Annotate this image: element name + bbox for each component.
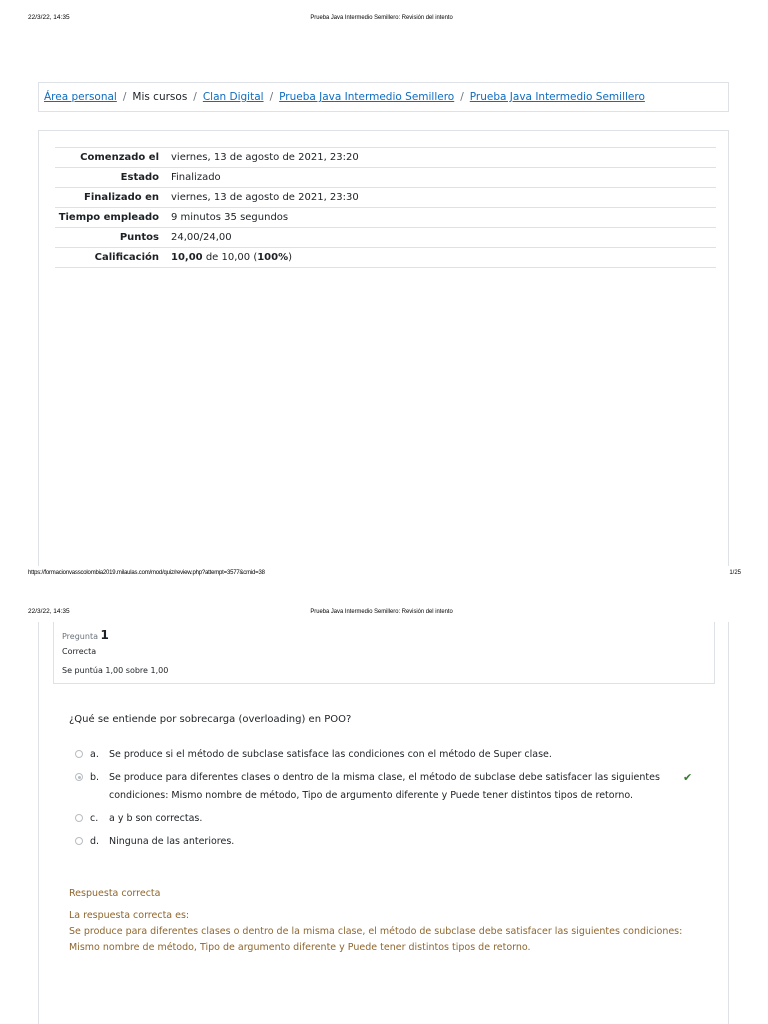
summary-label: Estado	[120, 172, 159, 183]
summary-label: Finalizado en	[84, 192, 159, 203]
radio-button[interactable]	[75, 750, 83, 758]
breadcrumb-separator: /	[193, 91, 197, 103]
answer-option-a	[75, 746, 695, 764]
answer-list	[75, 746, 695, 856]
breadcrumb	[38, 82, 729, 112]
feedback-label: La respuesta correcta es:	[69, 910, 190, 921]
answer-text: Ninguna de las anteriores.	[109, 836, 235, 847]
radio-button[interactable]	[75, 837, 83, 845]
question-grade: Se puntúa 1,00 sobre 1,00	[62, 666, 169, 675]
grade-percent: 100%	[257, 252, 289, 263]
breadcrumb-separator: /	[269, 91, 274, 103]
answer-option-d	[75, 833, 695, 851]
attempt-summary-table	[55, 147, 716, 268]
question-text: ¿Qué se entiende por sobrecarga (overloading) en POO?	[69, 714, 352, 725]
summary-row-state	[55, 168, 716, 188]
question-panel	[38, 622, 729, 1024]
breadcrumb-clan-digital[interactable]: Clan Digital	[202, 91, 264, 103]
summary-value: viernes, 13 de agosto de 2021, 23:30	[171, 192, 359, 203]
breadcrumb-separator: /	[460, 91, 464, 103]
feedback-verdict: Respuesta correcta	[69, 888, 161, 899]
summary-value: 24,00/24,00	[171, 232, 232, 243]
answer-text: Se produce si el método de subclase satisface las condiciones con el método de Super clase.	[109, 749, 552, 760]
grade-of: de 10,00 (	[205, 252, 258, 263]
summary-label: Tiempo empleado	[58, 212, 159, 223]
summary-row-finished	[55, 188, 716, 208]
summary-value: 9 minutos 35 segundos	[171, 212, 289, 223]
question-feedback	[69, 886, 689, 956]
summary-value: viernes, 13 de agosto de 2021, 23:20	[171, 152, 359, 163]
summary-row-grade	[55, 248, 716, 268]
answer-option-b	[75, 769, 695, 805]
print-footer	[0, 570, 768, 580]
question-info	[53, 622, 715, 684]
breadcrumb-quiz[interactable]: Prueba Java Intermedio Semillero	[469, 91, 645, 103]
breadcrumb-separator: /	[122, 91, 127, 103]
summary-label: Comenzado el	[80, 152, 159, 163]
answer-letter: b.	[90, 772, 100, 783]
answer-text: a y b son correctas.	[109, 813, 203, 824]
summary-label: Puntos	[119, 232, 159, 243]
print-page-number: 1/25	[729, 570, 741, 576]
print-header	[0, 608, 768, 620]
feedback-correct-answer: Se produce para diferentes clases o dentro de la misma clase, el método de subclase debe satisfacer las siguientes condiciones: Mismo nombre de método, Tipo de argumento diferente y Puede tener distintos tipos de retorno.	[69, 926, 683, 953]
grade-score: 10,00	[171, 252, 203, 263]
summary-row-time	[55, 208, 716, 228]
print-url: https://formacionvasscolombia2019.milaulas.com/mod/quiz/review.php?attempt=3577&cmid=38	[28, 570, 265, 576]
breadcrumb-area-personal[interactable]: Área personal	[44, 91, 117, 103]
grade-close: )	[288, 252, 293, 263]
attempt-summary-panel	[38, 130, 729, 566]
summary-value: Finalizado	[171, 172, 221, 183]
print-date: 22/3/22, 14:35	[28, 14, 70, 21]
answer-option-c	[75, 810, 695, 828]
answer-letter: c.	[90, 813, 99, 824]
correct-check-icon: ✔	[683, 771, 693, 784]
print-date: 22/3/22, 14:35	[28, 608, 70, 615]
summary-row-points	[55, 228, 716, 248]
breadcrumb-course[interactable]: Prueba Java Intermedio Semillero	[279, 91, 455, 103]
print-title: Prueba Java Intermedio Semillero: Revisión del intento	[310, 14, 453, 21]
question-number	[62, 628, 109, 642]
summary-row-started	[55, 148, 716, 168]
print-title: Prueba Java Intermedio Semillero: Revisión del intento	[310, 608, 453, 615]
answer-letter: d.	[90, 836, 100, 847]
question-number-value: 1	[100, 628, 109, 642]
question-state: Correcta	[62, 647, 97, 656]
radio-button[interactable]	[75, 814, 83, 822]
summary-grade-value	[167, 248, 716, 268]
answer-letter: a.	[90, 749, 99, 760]
summary-label: Calificación	[94, 252, 159, 263]
radio-button-selected[interactable]	[75, 773, 83, 781]
question-prefix: Pregunta	[62, 632, 98, 641]
print-header	[0, 14, 768, 26]
breadcrumb-mis-cursos: Mis cursos	[132, 91, 188, 103]
answer-text: Se produce para diferentes clases o dentro de la misma clase, el método de subclase debe satisfacer las siguientes condiciones: Mismo nombre de método, Tipo de argumento diferente y Puede tener distintos tipos de retorno.	[109, 772, 660, 801]
